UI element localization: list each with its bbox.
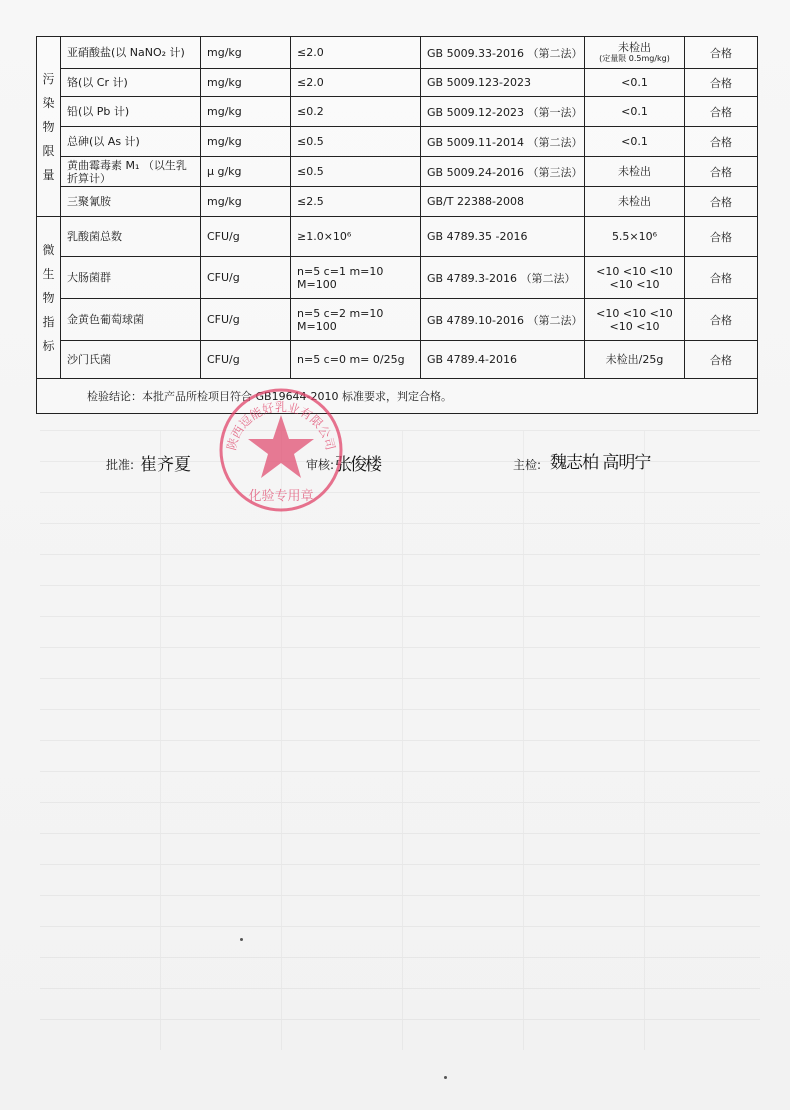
- standard-cell-text: ≤2.0: [297, 46, 324, 59]
- verdict-cell: [685, 341, 758, 379]
- standard-cell: [291, 127, 421, 157]
- result-cell-text: <0.1: [621, 76, 648, 89]
- verdict-cell-text: 合格: [710, 271, 732, 285]
- group-label: [37, 37, 61, 217]
- table-row: [37, 257, 758, 299]
- result-cell: [585, 127, 685, 157]
- star-icon: [248, 415, 314, 478]
- result-cell-text: 5.5×10⁶: [611, 230, 658, 243]
- standard-cell: [291, 37, 421, 69]
- verdict-cell-text: 合格: [710, 76, 732, 90]
- inspect-label: 主检:: [513, 458, 542, 472]
- unit-cell-text: mg/kg: [207, 105, 242, 118]
- item-cell-text: 黄曲霉毒素 M₁ （以生乳折算计）: [67, 158, 187, 185]
- standard-cell-text: ≤0.5: [297, 165, 324, 178]
- standard-cell: [291, 157, 421, 187]
- standard-cell: [291, 257, 421, 299]
- verdict-cell-text: 合格: [710, 313, 732, 327]
- table-row: [37, 341, 758, 379]
- method-cell: [421, 299, 585, 341]
- method-cell: [421, 157, 585, 187]
- item-cell-text: 金黄色葡萄球菌: [67, 313, 144, 326]
- unit-cell-text: mg/kg: [207, 46, 242, 59]
- method-cell-text: GB 4789.10-2016 （第二法）: [427, 313, 583, 327]
- item-cell: [61, 341, 201, 379]
- unit-cell: [201, 257, 291, 299]
- verdict-cell: [685, 97, 758, 127]
- result-cell: [585, 341, 685, 379]
- item-cell: [61, 127, 201, 157]
- result-cell: [585, 37, 685, 69]
- unit-cell-text: mg/kg: [207, 135, 242, 148]
- result-cell: [585, 299, 685, 341]
- item-cell-text: 铅(以 Pb 计): [67, 105, 130, 118]
- unit-cell-text: μ g/kg: [207, 165, 242, 178]
- unit-cell: [201, 187, 291, 217]
- unit-cell-text: CFU/g: [207, 313, 240, 326]
- item-cell: [61, 37, 201, 69]
- verdict-cell-text: 合格: [710, 230, 732, 244]
- standard-cell-text: ≤0.2: [297, 105, 324, 118]
- verdict-cell-text: 合格: [710, 105, 732, 119]
- method-cell: [421, 187, 585, 217]
- item-cell: [61, 257, 201, 299]
- result-cell-text: <10 <10 <10 <10 <10: [596, 264, 673, 291]
- unit-cell: [201, 127, 291, 157]
- result-cell-text: <0.1: [621, 135, 648, 148]
- verdict-cell-text: 合格: [710, 135, 732, 149]
- unit-cell: [201, 37, 291, 69]
- verdict-cell: [685, 69, 758, 97]
- table-row: [37, 127, 758, 157]
- verdict-cell: [685, 299, 758, 341]
- item-cell: [61, 69, 201, 97]
- verdict-cell: [685, 187, 758, 217]
- verdict-cell-text: 合格: [710, 195, 732, 209]
- company-seal-stamp: [216, 385, 346, 515]
- result-cell: [585, 257, 685, 299]
- method-cell: [421, 97, 585, 127]
- item-cell: [61, 217, 201, 257]
- verdict-cell-text: 合格: [710, 165, 732, 179]
- svg-text:陕西逗能好乳业有限公司: 陕西逗能好乳业有限公司: [224, 400, 338, 452]
- verdict-cell: [685, 217, 758, 257]
- verdict-cell: [685, 127, 758, 157]
- unit-cell-text: CFU/g: [207, 271, 240, 284]
- approve-label: 批准:: [106, 458, 135, 472]
- standard-cell-text: n=5 c=1 m=10 M=100: [297, 264, 384, 291]
- item-cell-text: 乳酸菌总数: [67, 230, 122, 243]
- method-cell-text: GB 4789.3-2016 （第二法）: [427, 271, 576, 285]
- group-label-text: 微生物指标: [42, 242, 55, 353]
- svg-text:化验专用章: 化验专用章: [248, 489, 314, 504]
- standard-cell-text: ≤2.0: [297, 76, 324, 89]
- result-cell: [585, 69, 685, 97]
- method-cell-text: GB 4789.4-2016: [427, 353, 518, 366]
- result-cell-text: 未检出: [618, 165, 651, 178]
- item-cell-text: 大肠菌群: [67, 271, 111, 284]
- standard-cell-text: ≤2.5: [297, 195, 324, 208]
- item-cell-text: 三聚氰胺: [67, 195, 111, 208]
- approve-signature: 崔齐夏: [140, 455, 191, 475]
- method-cell: [421, 217, 585, 257]
- table-row: [37, 97, 758, 127]
- item-cell-text: 铬(以 Cr 计): [67, 76, 128, 89]
- unit-cell: [201, 97, 291, 127]
- table-row: [37, 69, 758, 97]
- result-cell-text: 未检出: [618, 41, 651, 54]
- standard-cell: [291, 299, 421, 341]
- item-cell: [61, 97, 201, 127]
- result-cell-text: 未检出: [618, 195, 651, 208]
- inspection-table: [36, 36, 758, 414]
- unit-cell: [201, 69, 291, 97]
- table-row: [37, 299, 758, 341]
- item-cell: [61, 299, 201, 341]
- standard-cell-text: ≥1.0×10⁶: [297, 230, 352, 243]
- standard-cell-text: ≤0.5: [297, 135, 324, 148]
- method-cell-text: GB 5009.12-2023 （第一法）: [427, 105, 583, 119]
- result-cell: [585, 97, 685, 127]
- method-cell: [421, 341, 585, 379]
- inspect-signature: 魏志柏 高明宁: [550, 453, 651, 473]
- review-signature: 张俊楼: [335, 455, 380, 475]
- result-note: (定量限 0.5mg/kg): [599, 54, 670, 63]
- table-row: [37, 187, 758, 217]
- unit-cell: [201, 341, 291, 379]
- verdict-cell-text: 合格: [710, 353, 732, 367]
- standard-cell-text: n=5 c=2 m=10 M=100: [297, 306, 384, 333]
- unit-cell-text: mg/kg: [207, 76, 242, 89]
- table-row: [37, 217, 758, 257]
- result-cell: [585, 187, 685, 217]
- item-cell-text: 沙门氏菌: [67, 353, 111, 366]
- verdict-cell: [685, 257, 758, 299]
- method-cell-text: GB 5009.24-2016 （第三法）: [427, 165, 583, 179]
- result-cell-text: <10 <10 <10 <10 <10: [596, 306, 673, 333]
- verdict-cell: [685, 157, 758, 187]
- standard-cell: [291, 187, 421, 217]
- conclusion-text: 检验结论：本批产品所检项目符合 GB19644-2010 标准要求，判定合格。: [37, 379, 758, 414]
- unit-cell: [201, 299, 291, 341]
- speck: [240, 938, 243, 941]
- method-cell-text: GB 5009.33-2016 （第二法）: [427, 46, 583, 60]
- standard-cell-text: n=5 c=0 m= 0/25g: [297, 353, 405, 366]
- unit-cell-text: mg/kg: [207, 195, 242, 208]
- conclusion-row: [37, 379, 758, 414]
- standard-cell: [291, 97, 421, 127]
- table-row: [37, 157, 758, 187]
- unit-cell: [201, 217, 291, 257]
- group-label: [37, 217, 61, 379]
- group-label-text: 污染物限量: [42, 71, 55, 182]
- method-cell-text: GB/T 22388-2008: [427, 195, 524, 208]
- verdict-cell: [685, 37, 758, 69]
- table-row: [37, 37, 758, 69]
- result-cell-text: 未检出/25g: [605, 353, 664, 366]
- verdict-cell-text: 合格: [710, 46, 732, 60]
- standard-cell: [291, 341, 421, 379]
- item-cell-text: 亚硝酸盐(以 NaNO₂ 计): [67, 46, 185, 59]
- item-cell-text: 总砷(以 As 计): [67, 135, 140, 148]
- bleed-through-texture: [40, 430, 760, 1050]
- unit-cell-text: CFU/g: [207, 353, 240, 366]
- item-cell: [61, 157, 201, 187]
- method-cell: [421, 257, 585, 299]
- result-cell: [585, 157, 685, 187]
- method-cell-text: GB 5009.123-2023: [427, 76, 532, 89]
- speck: [444, 1076, 447, 1079]
- unit-cell: [201, 157, 291, 187]
- review-label: 审核:: [306, 458, 335, 472]
- method-cell-text: GB 4789.35 -2016: [427, 230, 528, 243]
- method-cell: [421, 69, 585, 97]
- standard-cell: [291, 217, 421, 257]
- unit-cell-text: CFU/g: [207, 230, 240, 243]
- method-cell: [421, 37, 585, 69]
- method-cell: [421, 127, 585, 157]
- result-cell-text: <0.1: [621, 105, 648, 118]
- result-cell: [585, 217, 685, 257]
- method-cell-text: GB 5009.11-2014 （第二法）: [427, 135, 583, 149]
- item-cell: [61, 187, 201, 217]
- standard-cell: [291, 69, 421, 97]
